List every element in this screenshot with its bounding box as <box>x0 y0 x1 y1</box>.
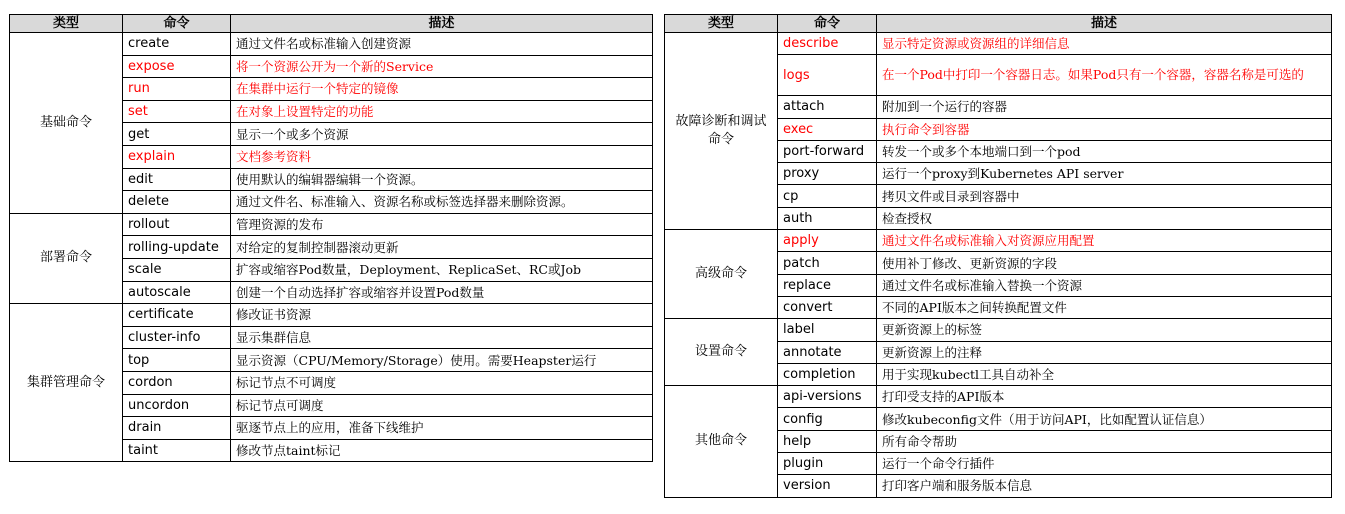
command-type-cell: 基础命令 <box>10 33 123 214</box>
command-description-cell: 打印受支持的API版本 <box>877 386 1332 408</box>
command-description-cell: 转发一个或多个本地端口到一个pod <box>877 140 1332 162</box>
command-description-cell: 更新资源上的注释 <box>877 341 1332 363</box>
command-description-cell: 检查授权 <box>877 207 1332 229</box>
command-description-cell: 在对象上设置特定的功能 <box>231 100 653 123</box>
table-row <box>10 304 653 327</box>
command-description-cell: 不同的API版本之间转换配置文件 <box>877 296 1332 318</box>
command-name-cell: create <box>123 33 231 56</box>
command-name-cell: scale <box>123 258 231 281</box>
command-name-cell: run <box>123 78 231 101</box>
command-type-cell: 高级命令 <box>665 230 778 319</box>
command-description-cell: 标记节点不可调度 <box>231 371 653 394</box>
table-row <box>665 33 1332 55</box>
right-command-table <box>664 14 1332 498</box>
command-description-cell: 运行一个命令行插件 <box>877 453 1332 475</box>
header-row <box>10 15 653 33</box>
command-name-cell: logs <box>778 55 877 96</box>
header-type: 类型 <box>665 15 778 33</box>
command-type-cell: 部署命令 <box>10 213 123 303</box>
command-name-cell: port-forward <box>778 140 877 162</box>
command-name-cell: api-versions <box>778 386 877 408</box>
command-description-cell: 通过文件名或标准输入替换一个资源 <box>877 274 1332 296</box>
command-name-cell: get <box>123 123 231 146</box>
command-description-cell: 显示一个或多个资源 <box>231 123 653 146</box>
left-command-table <box>9 14 653 462</box>
command-name-cell: version <box>778 475 877 497</box>
header-command: 命令 <box>123 15 231 33</box>
command-name-cell: certificate <box>123 304 231 327</box>
command-name-cell: convert <box>778 296 877 318</box>
command-description-cell: 修改证书资源 <box>231 304 653 327</box>
left-table-body <box>10 33 653 462</box>
table-row <box>10 213 653 236</box>
command-name-cell: uncordon <box>123 394 231 417</box>
header-command: 命令 <box>778 15 877 33</box>
header-description: 描述 <box>231 15 653 33</box>
command-type-cell: 集群管理命令 <box>10 304 123 462</box>
command-description-cell: 将一个资源公开为一个新的Service <box>231 55 653 78</box>
command-name-cell: cluster-info <box>123 326 231 349</box>
command-name-cell: set <box>123 100 231 123</box>
command-name-cell: proxy <box>778 163 877 185</box>
command-description-cell: 文档参考资料 <box>231 145 653 168</box>
table-row <box>10 33 653 56</box>
command-name-cell: patch <box>778 252 877 274</box>
command-name-cell: plugin <box>778 453 877 475</box>
command-description-cell: 所有命令帮助 <box>877 430 1332 452</box>
command-description-cell: 通过文件名、标准输入、资源名称或标签选择器来删除资源。 <box>231 191 653 214</box>
command-name-cell: exec <box>778 118 877 140</box>
command-name-cell: taint <box>123 439 231 462</box>
command-name-cell: autoscale <box>123 281 231 304</box>
command-description-cell: 对给定的复制控制器滚动更新 <box>231 236 653 259</box>
command-name-cell: auth <box>778 207 877 229</box>
table-row <box>665 230 1332 252</box>
command-name-cell: expose <box>123 55 231 78</box>
command-name-cell: apply <box>778 230 877 252</box>
command-description-cell: 更新资源上的标签 <box>877 319 1332 341</box>
command-description-cell: 显示资源（CPU/Memory/Storage）使用。需要Heapster运行 <box>231 349 653 372</box>
command-description-cell: 执行命令到容器 <box>877 118 1332 140</box>
table-row <box>665 319 1332 341</box>
command-description-cell: 扩容或缩容Pod数量，Deployment、ReplicaSet、RC或Job <box>231 258 653 281</box>
command-name-cell: replace <box>778 274 877 296</box>
header-description: 描述 <box>877 15 1332 33</box>
command-name-cell: top <box>123 349 231 372</box>
header-type: 类型 <box>10 15 123 33</box>
command-description-cell: 在一个Pod中打印一个容器日志。如果Pod只有一个容器，容器名称是可选的 <box>877 55 1332 96</box>
command-name-cell: edit <box>123 168 231 191</box>
command-description-cell: 在集群中运行一个特定的镜像 <box>231 78 653 101</box>
right-table-body <box>665 33 1332 498</box>
command-name-cell: explain <box>123 145 231 168</box>
command-name-cell: label <box>778 319 877 341</box>
command-name-cell: annotate <box>778 341 877 363</box>
command-description-cell: 通过文件名或标准输入对资源应用配置 <box>877 230 1332 252</box>
command-description-cell: 使用补丁修改、更新资源的字段 <box>877 252 1332 274</box>
command-type-cell: 设置命令 <box>665 319 778 386</box>
command-description-cell: 使用默认的编辑器编辑一个资源。 <box>231 168 653 191</box>
header-row <box>665 15 1332 33</box>
command-name-cell: delete <box>123 191 231 214</box>
command-name-cell: config <box>778 408 877 430</box>
command-name-cell: rolling-update <box>123 236 231 259</box>
command-description-cell: 标记节点可调度 <box>231 394 653 417</box>
command-description-cell: 修改节点taint标记 <box>231 439 653 462</box>
command-name-cell: cp <box>778 185 877 207</box>
command-description-cell: 驱逐节点上的应用，准备下线维护 <box>231 417 653 440</box>
command-type-cell: 其他命令 <box>665 386 778 497</box>
command-name-cell: completion <box>778 363 877 385</box>
command-description-cell: 通过文件名或标准输入创建资源 <box>231 33 653 56</box>
command-name-cell: attach <box>778 96 877 118</box>
command-description-cell: 拷贝文件或目录到容器中 <box>877 185 1332 207</box>
command-description-cell: 修改kubeconfig文件（用于访问API，比如配置认证信息） <box>877 408 1332 430</box>
command-description-cell: 用于实现kubectl工具自动补全 <box>877 363 1332 385</box>
command-description-cell: 管理资源的发布 <box>231 213 653 236</box>
command-description-cell: 显示特定资源或资源组的详细信息 <box>877 33 1332 55</box>
command-description-cell: 运行一个proxy到Kubernetes API server <box>877 163 1332 185</box>
command-name-cell: cordon <box>123 371 231 394</box>
command-description-cell: 创建一个自动选择扩容或缩容并设置Pod数量 <box>231 281 653 304</box>
command-description-cell: 显示集群信息 <box>231 326 653 349</box>
command-name-cell: drain <box>123 417 231 440</box>
command-name-cell: help <box>778 430 877 452</box>
table-row <box>665 386 1332 408</box>
command-type-cell: 故障诊断和调试命令 <box>665 33 778 230</box>
command-description-cell: 附加到一个运行的容器 <box>877 96 1332 118</box>
command-name-cell: rollout <box>123 213 231 236</box>
command-name-cell: describe <box>778 33 877 55</box>
command-description-cell: 打印客户端和服务版本信息 <box>877 475 1332 497</box>
